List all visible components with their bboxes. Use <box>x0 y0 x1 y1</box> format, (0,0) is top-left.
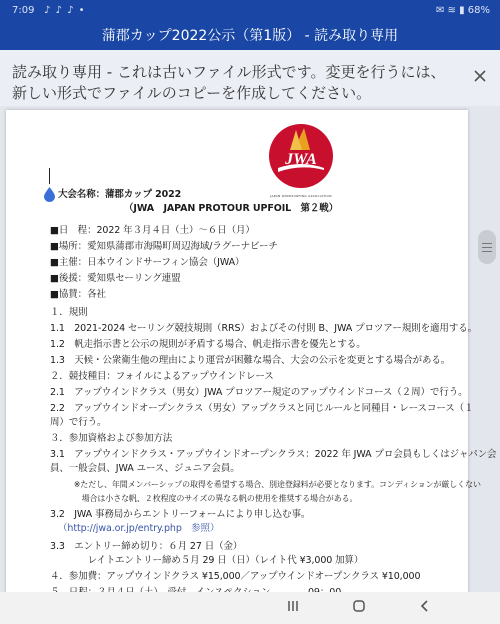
text-cursor <box>49 168 50 184</box>
banner-message: 読み取り専用 - これは古いファイル形式です。変更を行うには、新しい形式でファイルのコピーを作成してください。 <box>12 63 446 102</box>
doc-line: 1.2 帆走指示書と公示の規則が矛盾する場合、帆走指示書を優先とする。 <box>50 339 366 350</box>
doc-line: 3.2 JWA 事務局からエントリーフォームにより申し込む事。 <box>50 509 311 520</box>
doc-line: 2.1 アップウインドクラス（男女）JWA プロツアー規定のアップウインドコース（２周）で行う。 <box>50 387 468 398</box>
doc-line: 2.2 アップウインドオープンクラス（男女）アップクラスと同じルールと同種目・レースコース（１ <box>50 403 474 414</box>
doc-line: １．規則 <box>50 307 88 318</box>
document-viewport[interactable] <box>0 106 500 592</box>
scroll-thumb[interactable] <box>478 230 496 264</box>
logo-text: JWA <box>285 151 317 168</box>
doc-line: 1.3 天候・公衆衛生他の理由により運営が困難な場合、大会の公示を変更とする場合がある。 <box>50 355 451 366</box>
title-bar <box>0 22 500 50</box>
read-only-banner <box>0 50 500 106</box>
notification-icons: ♪ ♪ ♪ • <box>44 5 86 16</box>
doc-note-line: ※ただし、年間メンバーシップの取得を希望する場合、別途登録料が必要となります。コンディションが厳しくない <box>50 480 481 489</box>
event-name-line: 大会名称：蒲郡カップ 2022 <box>58 189 182 200</box>
document-page <box>6 110 497 610</box>
entry-link[interactable]: （http://jwa.or.jp/entry.php 参照） <box>58 523 220 534</box>
doc-line: ■協賛：各社 <box>50 289 106 300</box>
event-subtitle-line: （JWA JAPAN PROTOUR UPFOIL 第２戦） <box>124 203 339 214</box>
doc-line: ■日 程：2022 年３月４日（土）～６日（月） <box>50 225 255 236</box>
logo-caption: JAPAN WINDSURFING ASSOCIATION <box>270 194 332 198</box>
system-nav-bar <box>0 592 500 624</box>
doc-line: 3.1 アップウインドクラス・アップウインドオープンクラス：2022 年 JWA プロ会員もしくはジャパン会 <box>50 449 497 460</box>
back-icon[interactable] <box>405 599 445 617</box>
system-indicators: ✉ ≋ ▮ 68% <box>435 5 490 16</box>
doc-line: ４．参加費：アップウインドクラス ¥15,000／アップウインドオープンクラス ¥10,000 <box>50 571 421 582</box>
status-time: 7:09 <box>12 5 35 16</box>
doc-line: レイトエントリー締め５月 29 日（日）（レイト代 ¥3,000 加算） <box>50 555 364 566</box>
close-icon[interactable] <box>470 68 490 88</box>
cursor-handle-icon[interactable] <box>43 186 56 202</box>
doc-line: ■場所：愛知県蒲郡市海陽町周辺海域/ラグーナビーチ <box>50 241 278 252</box>
doc-line: ■主催：日本ウインドサーフィン協会（JWA） <box>50 257 245 268</box>
doc-note-line: 場合は小さな帆、２枚程度のサイズの異なる帆の使用を推奨する場合がある。 <box>50 494 358 503</box>
home-icon[interactable] <box>339 599 379 617</box>
jwa-logo <box>266 120 336 192</box>
doc-line: 3.3 エントリー締め切り：６月 27 日（金） <box>50 541 243 552</box>
doc-line: ２．競技種目：フォイルによるアップウインドレース <box>50 371 274 382</box>
document-title: 蒲郡カップ2022公示（第1版） - 読み取り専用 <box>101 28 399 44</box>
recents-icon[interactable] <box>273 599 313 617</box>
doc-line: ■後援：愛知県セーリング連盟 <box>50 273 181 284</box>
doc-line: 員、一般会員、JWA ユース、ジュニア会員。 <box>50 463 240 474</box>
doc-line: 1.1 2021-2024 セーリング競技規則（RRS）およびその付則 B、JWA プロツアー規則を適用する。 <box>50 323 478 334</box>
status-bar <box>0 0 500 22</box>
doc-line: 周）で行う。 <box>50 417 107 428</box>
doc-line: ３．参加資格および参加方法 <box>50 433 173 444</box>
